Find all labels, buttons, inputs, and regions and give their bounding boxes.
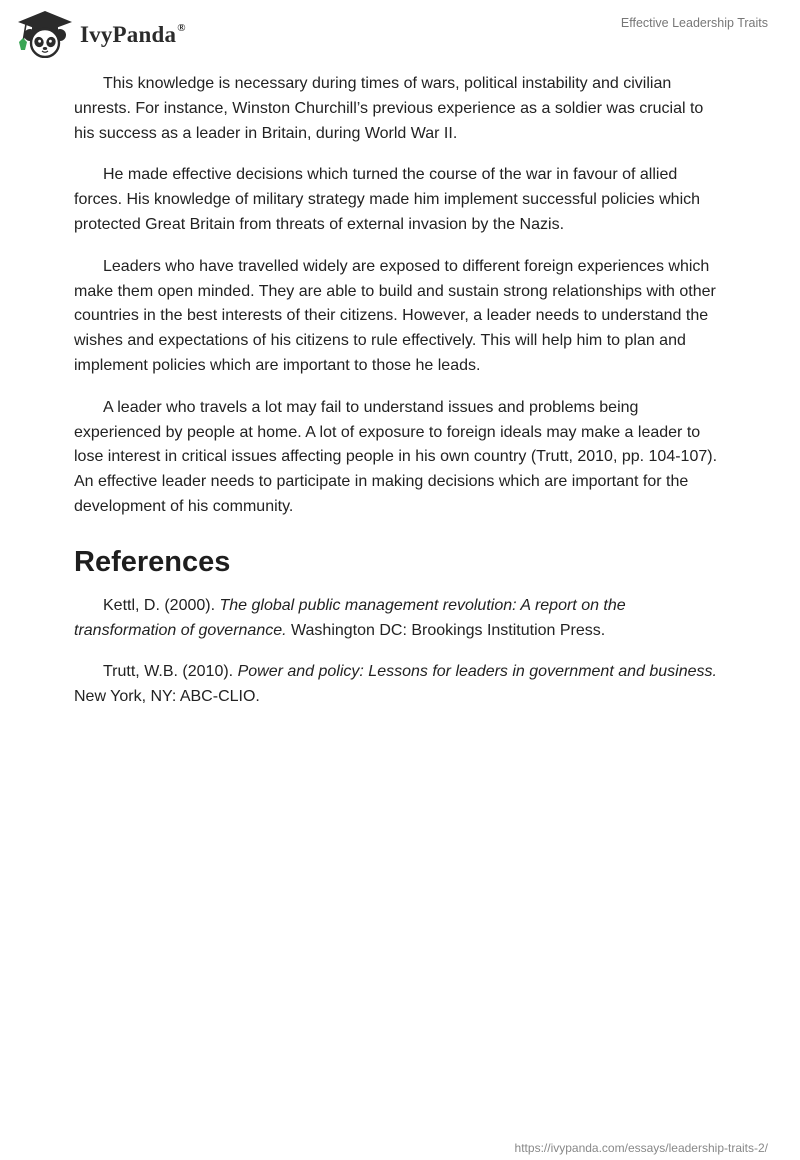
- body-paragraph: He made effective decisions which turned the course of the war in favour of allied forces. His knowledge of military strategy made him implement successful policies which protected Great Britain from threats of external invasion by the Nazis.: [74, 166, 701, 233]
- source-url-link[interactable]: https://ivypanda.com/essays/leadership-traits-2/: [514, 1141, 768, 1155]
- reference-author-year: Kettl, D. (2000).: [103, 596, 220, 614]
- brand-name: IvyPanda®: [80, 22, 186, 47]
- reference-entry: [74, 660, 726, 710]
- essay-content: [74, 72, 726, 727]
- body-paragraph: This knowledge is necessary during times of wars, political instability and civilian unrests. For instance, Winston Churchill’s previous experience as a soldier was crucial to his success as a leader in Britain, during World War II.: [74, 75, 704, 142]
- reference-entry: [74, 594, 726, 644]
- panda-graduate-icon: [14, 8, 76, 58]
- running-title: Effective Leadership Traits: [620, 16, 768, 30]
- reference-title: The global public management revolution: A report on the transformation of governance.: [74, 596, 626, 639]
- body-paragraph: A leader who travels a lot may fail to understand issues and problems being experienced by people at home. A lot of exposure to foreign ideals may make a leader to lose interest in critical issues affecting people in his own country (Trutt, 2010, pp. 104-107). An effective leader needs to participate in making decisions which are important for the development of his community.: [74, 398, 718, 515]
- reference-publisher: Washington DC: Brookings Institution Press.: [286, 621, 606, 639]
- reference-publisher: New York, NY: ABC-CLIO.: [74, 688, 260, 706]
- reference-author-year: Trutt, W.B. (2010).: [103, 663, 238, 681]
- references-heading: References: [74, 545, 231, 578]
- brand-logo[interactable]: [14, 8, 186, 58]
- reference-title: Power and policy: Lessons for leaders in government and business.: [237, 663, 717, 681]
- body-paragraph: Leaders who have travelled widely are exposed to different foreign experiences which make them open minded. They are able to build and sustain strong relationships with other countries in the best interests of their citizens. However, a leader needs to understand the wishes and expectations of his citizens to rule effectively. This will help him to plan and implement policies which are important to those he leads.: [74, 257, 716, 374]
